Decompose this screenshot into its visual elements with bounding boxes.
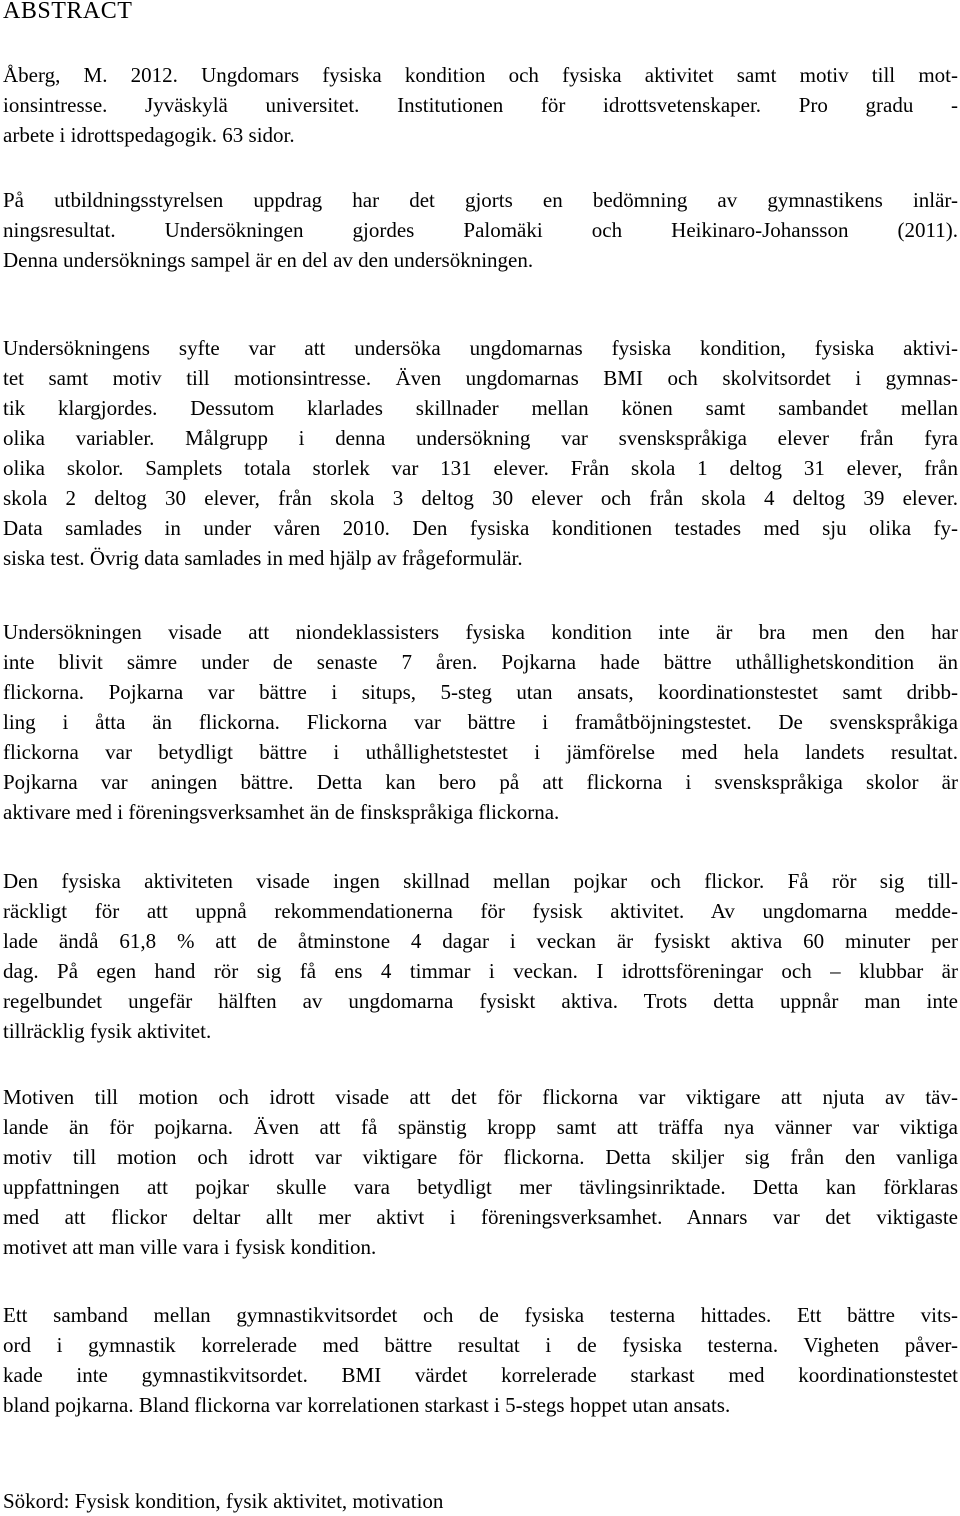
text-line: motivet att man ville vara i fysisk kondition. xyxy=(3,1235,377,1259)
text-line: flickorna var betydligt bättre i uthållighetstestet i jämförelse med hela landets resultat. xyxy=(3,740,958,764)
results-paragraph xyxy=(3,617,958,827)
text-line: tik klargjordes. Dessutom klarlades skillnader mellan könen samt sambandet mellan xyxy=(3,396,958,420)
text-line: inte blivit sämre under de senaste 7 åren. Pojkarna hade bättre uthållighetskondition än xyxy=(3,650,958,674)
text-line: lade ändå 61,8 % att de åtminstone 4 dagar i veckan är fysiskt aktiva 60 minuter per xyxy=(3,929,958,953)
text-line: ord i gymnastik korrelerade med bättre resultat i de fysiska testerna. Vigheten påver- xyxy=(3,1333,958,1357)
text-line: kade inte gymnastikvitsordet. BMI värdet korrelerade starkast med koordinationstestet xyxy=(3,1363,958,1387)
text-line: siska test. Övrig data samlades in med hjälp av frågeformulär. xyxy=(3,546,523,570)
text-line: med att flickor deltar allt mer aktivt i föreningsverksamhet. Annars var det viktigaste xyxy=(3,1205,958,1229)
text-line: Undersökningen visade att niondeklassisters fysiska kondition inte är bra men den har xyxy=(3,620,958,644)
text-line: uppfattningen att pojkar skulle vara betydligt mer tävlingsinriktade. Detta kan förklaras xyxy=(3,1175,958,1199)
text-line: skola 2 deltog 30 elever, från skola 3 deltog 30 elever och från skola 4 deltog 39 elever. xyxy=(3,486,958,510)
text-line: ling i åtta än flickorna. Flickorna var bättre i framåtböjningstestet. De svenskspråkiga xyxy=(3,710,958,734)
abstract-heading: ABSTRACT xyxy=(3,0,133,24)
text-line: räckligt för att uppnå rekommendationerna för fysisk aktivitet. Av ungdomarna medde- xyxy=(3,899,958,923)
text-line: På utbildningsstyrelsen uppdrag har det gjorts en bedömning av gymnastikens inlär- xyxy=(3,188,958,212)
keywords-line: Sökord: Fysisk kondition, fysik aktivitet, motivation xyxy=(3,1489,444,1513)
correlation-paragraph xyxy=(3,1300,958,1420)
text-line: dag. På egen hand rör sig få ens 4 timmar i veckan. I idrottsföreningar och – klubbar är xyxy=(3,959,958,983)
text-line: olika variabler. Målgrupp i denna undersökning var svenskspråkiga elever från fyra xyxy=(3,426,958,450)
text-line: Undersökningens syfte var att undersöka ungdomarnas fysiska kondition, fysiska aktivi- xyxy=(3,336,958,360)
text-line: Pojkarna var aningen bättre. Detta kan bero på att flickorna i svenskspråkiga skolor är xyxy=(3,770,958,794)
text-line: motiv till motion och idrott var viktigare för flickorna. Detta skiljer sig från den vanliga xyxy=(3,1145,958,1169)
text-line: olika skolor. Samplets totala storlek var 131 elever. Från skola 1 deltog 31 elever, från xyxy=(3,456,958,480)
text-line: Data samlades in under våren 2010. Den fysiska konditionen testades med sju olika fy- xyxy=(3,516,958,540)
text-line: Denna undersöknings sampel är en del av den undersökningen. xyxy=(3,248,534,272)
text-line: tillräcklig fysik aktivitet. xyxy=(3,1019,212,1043)
text-line: flickorna. Pojkarna var bättre i situps, 5-steg utan ansats, koordinationstestet samt dribb- xyxy=(3,680,958,704)
text-line: ionsintresse. Jyväskylä universitet. Institutionen för idrottsvetenskaper. Pro gradu - xyxy=(3,93,958,117)
purpose-paragraph xyxy=(3,333,958,573)
text-line: tet samt motiv till motionsintresse. Även ungdomarnas BMI och skolvitsordet i gymnas- xyxy=(3,366,958,390)
text-line: regelbundet ungefär hälften av ungdomarna fysiskt aktiva. Trots detta uppnår man inte xyxy=(3,989,958,1013)
motives-paragraph xyxy=(3,1082,958,1262)
text-line: aktivare med i föreningsverksamhet än de finskspråkiga flickorna. xyxy=(3,800,560,824)
citation-paragraph xyxy=(3,60,958,150)
text-line: Åberg, M. 2012. Ungdomars fysiska kondition och fysiska aktivitet samt motiv till mot- xyxy=(3,63,958,87)
text-line: bland pojkarna. Bland flickorna var korrelationen starkast i 5-stegs hoppet utan ansats. xyxy=(3,1393,731,1417)
text-line: ningsresultat. Undersökningen gjordes Palomäki och Heikinaro-Johansson (2011). xyxy=(3,218,958,242)
background-paragraph xyxy=(3,185,958,275)
text-line: Motiven till motion och idrott visade att det för flickorna var viktigare att njuta av täv- xyxy=(3,1085,958,1109)
text-line: arbete i idrottspedagogik. 63 sidor. xyxy=(3,123,295,147)
text-line: Ett samband mellan gymnastikvitsordet och de fysiska testerna hittades. Ett bättre vits- xyxy=(3,1303,958,1327)
text-line: lande än för pojkarna. Även att få spänstig kropp samt att träffa nya vänner var viktiga xyxy=(3,1115,958,1139)
text-line: Den fysiska aktiviteten visade ingen skillnad mellan pojkar och flickor. Få rör sig till- xyxy=(3,869,958,893)
physical-activity-paragraph xyxy=(3,866,958,1046)
